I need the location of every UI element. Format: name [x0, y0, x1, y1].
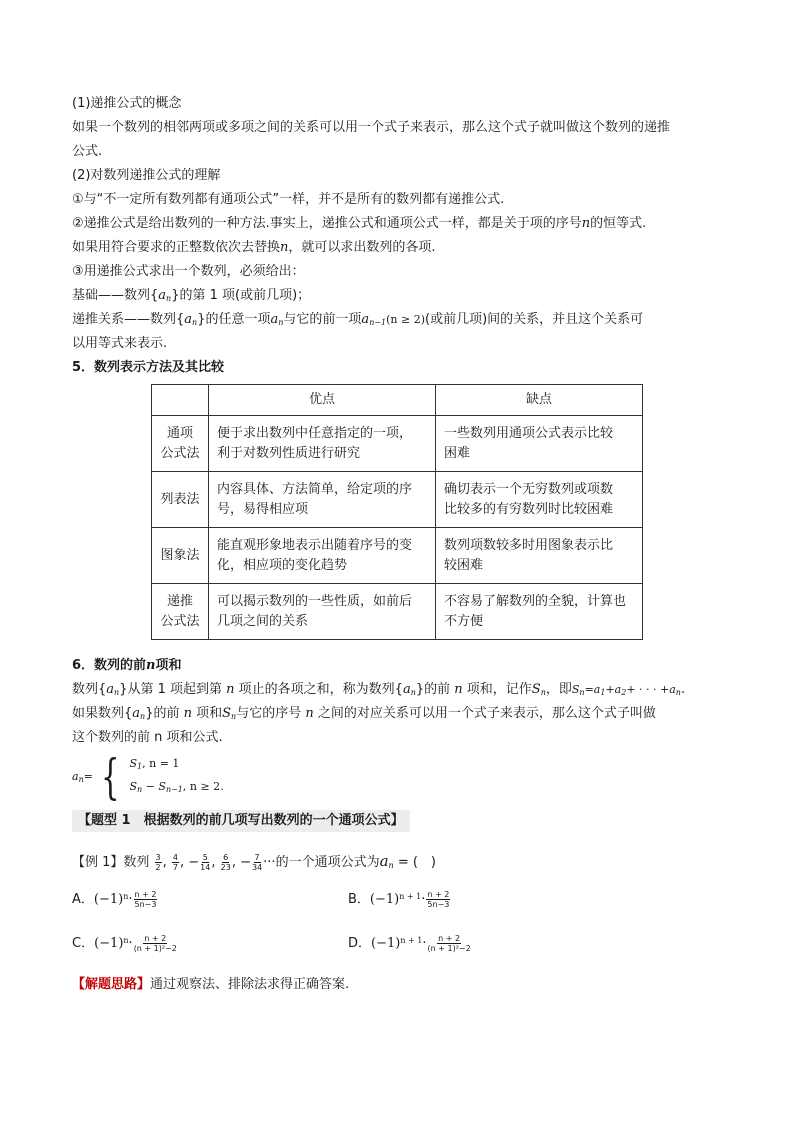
paragraph-line [72, 236, 722, 260]
paragraph-line: 这个数列的前 n 项和公式. [72, 730, 223, 745]
math-sub: n [166, 294, 172, 303]
text-span: (或前几项)间的关系，并且这个关系可 [425, 312, 644, 327]
table-row [152, 472, 643, 528]
table-row [152, 584, 643, 640]
text-span: 的恒等式. [590, 216, 647, 231]
representation-comparison-table [151, 384, 643, 640]
formula-case: $S_1$, n = 1 [129, 757, 180, 771]
text-span: 如果用符合要求的正整数依次去替换 [72, 240, 281, 255]
solution-hint [72, 974, 349, 996]
choice-c[interactable]: C．$(-1)^n\cdot$ $\frac{n + 2}{\text{(n + 1)²−2}}$ [72, 934, 177, 953]
paragraph-line [72, 308, 722, 332]
text-span: 与它的前一项 [283, 312, 362, 327]
section-5-title: 5．数列表示方法及其比较 [72, 360, 225, 375]
hint-label: 【解题思路】 [72, 977, 151, 992]
example-label: 【例 1】数列 [72, 855, 150, 870]
table-row [152, 528, 643, 584]
paragraph-line: 如果数列$\{a_n\}$的前 n 项和$S_n$与它的序号 n 之间的对应关系可以用一个式子来表示，那么这个式子叫做 [72, 706, 656, 721]
piecewise-formula [72, 749, 722, 805]
problem-type-banner: 【题型 1 根据数列的前几项写出数列的一个通项公式】 [72, 810, 410, 832]
row-method-name: 列表法 [152, 472, 209, 528]
example-1-question: 【例 1】数列 $\frac{3}{2}$ , $\frac{4}{7}$ , − $\frac{5}{14}$ , $\frac{6}{23}$ , − $\frac{7}{34}$ ···的一个通项公式为$a_n$ = ( ) [72, 852, 436, 872]
paragraph-line: ①与“不一定所有数列都有通项公式”一样，并不是所有的数列都有递推公式. [72, 192, 505, 207]
paragraph-line [72, 284, 722, 308]
row-pros: 便于求出数列中任意指定的一项， 利于对数列性质进行研究 [209, 416, 436, 472]
choice-a[interactable]: A．$(-1)^n\cdot$ $\frac{n + 2}{5n-3}$ [72, 890, 157, 909]
row-cons: 确切表示一个无穷数列或项数 比较多的有穷数列时比较困难 [436, 472, 643, 528]
text-span: }的任意一项 [197, 312, 271, 327]
section-6 [72, 654, 722, 805]
paragraph-line: 如果一个数列的相邻两项或多项之间的关系可以用一个式子来表示，那么这个式子就叫做这个数列的递推 [72, 120, 671, 135]
paragraph-line: 公式. [72, 144, 103, 159]
formula-cases [129, 754, 223, 800]
math-var: a [158, 288, 167, 303]
choice-d[interactable]: D．$(-1)^{n + 1}\cdot$ $\frac{n + 2}{\text{(n + 1)²−2}}$ [348, 934, 471, 953]
table-header-row [152, 385, 643, 416]
row-cons: 一些数列用通项公式表示比较 困难 [436, 416, 643, 472]
recursive-concept-heading: (1)递推公式的概念 [72, 96, 182, 111]
sequence-term: $\frac{6}{23}$ [220, 853, 231, 872]
math-sub: n [192, 318, 198, 327]
text-span: }的第 1 项(或前几项)； [171, 288, 311, 303]
sequence-term: $\frac{5}{14}$ [200, 853, 211, 872]
choice-b[interactable]: B．$(-1)^{n + 1}\cdot$ $\frac{n + 2}{5n-3}$ [348, 890, 450, 909]
math-var: n [280, 240, 289, 255]
answer-choices [72, 882, 722, 1002]
row-pros: 可以揭示数列的一些性质，如前后 几项之间的关系 [209, 584, 436, 640]
table-header-corner [152, 385, 209, 416]
table-header-pros: 优点 [209, 385, 436, 416]
table-row [152, 416, 643, 472]
math-term: $a_n$ [270, 312, 284, 327]
row-method-name: 通项 公式法 [152, 416, 209, 472]
formula-lhs: $a_n=$ [72, 770, 93, 784]
left-brace-icon: { [101, 749, 120, 805]
formula-case: $S_n - S_{n-1}$, n ≥ 2. [129, 780, 224, 794]
paragraph-line [72, 212, 722, 236]
row-pros: 内容具体、方法简单，给定项的序 号，易得相应项 [209, 472, 436, 528]
sequence-term: $\frac{7}{34}$ [251, 853, 263, 872]
table-header-cons: 缺点 [436, 385, 643, 416]
recursive-understanding-heading: (2)对数列递推公式的理解 [72, 168, 221, 183]
paragraph-line: ③用递推公式求出一个数列，必须给出： [72, 264, 305, 279]
row-pros: 能直观形象地表示出随着序号的变 化，相应项的变化趋势 [209, 528, 436, 584]
math-var: n [581, 216, 591, 231]
sequence-term: $\frac{3}{2}$ [155, 853, 161, 872]
text-span: ，就可以求出数列的各项. [288, 240, 436, 255]
row-method-name: 递推 公式法 [152, 584, 209, 640]
hint-text: 通过观察法、排除法求得正确答案. [150, 977, 350, 992]
sequence-term: $\frac{4}{7}$ [172, 853, 178, 872]
document-content [72, 92, 722, 1002]
text-span: 递推关系——数列{ [72, 312, 185, 327]
paragraph-line: 以用等式来表示. [72, 336, 168, 351]
row-cons: 不容易了解数列的全貌，计算也 不方便 [436, 584, 643, 640]
math-term: $a_{n-1}$ [361, 312, 387, 327]
text-span: ②递推公式是给出数列的一种方法.事实上，递推公式和通项公式一样，都是关于项的序号 [72, 216, 582, 231]
row-cons: 数列项数较多时用图象表示比 较困难 [436, 528, 643, 584]
row-method-name: 图象法 [152, 528, 209, 584]
math-condition: (n ≥ 2) [386, 313, 426, 326]
math-var: a [184, 312, 193, 327]
paragraph-line: 数列$\{a_n\}$从第 1 项起到第 n 项止的各项之和，称为数列$\{a_n\}$的前 n 项和，记作$S_n$，即$S_n=a_1+a_2+$ · · · $+a_n$. [72, 682, 686, 697]
section-6-title: 6．数列的前n项和 [72, 658, 182, 673]
text-span: 基础——数列{ [72, 288, 159, 303]
